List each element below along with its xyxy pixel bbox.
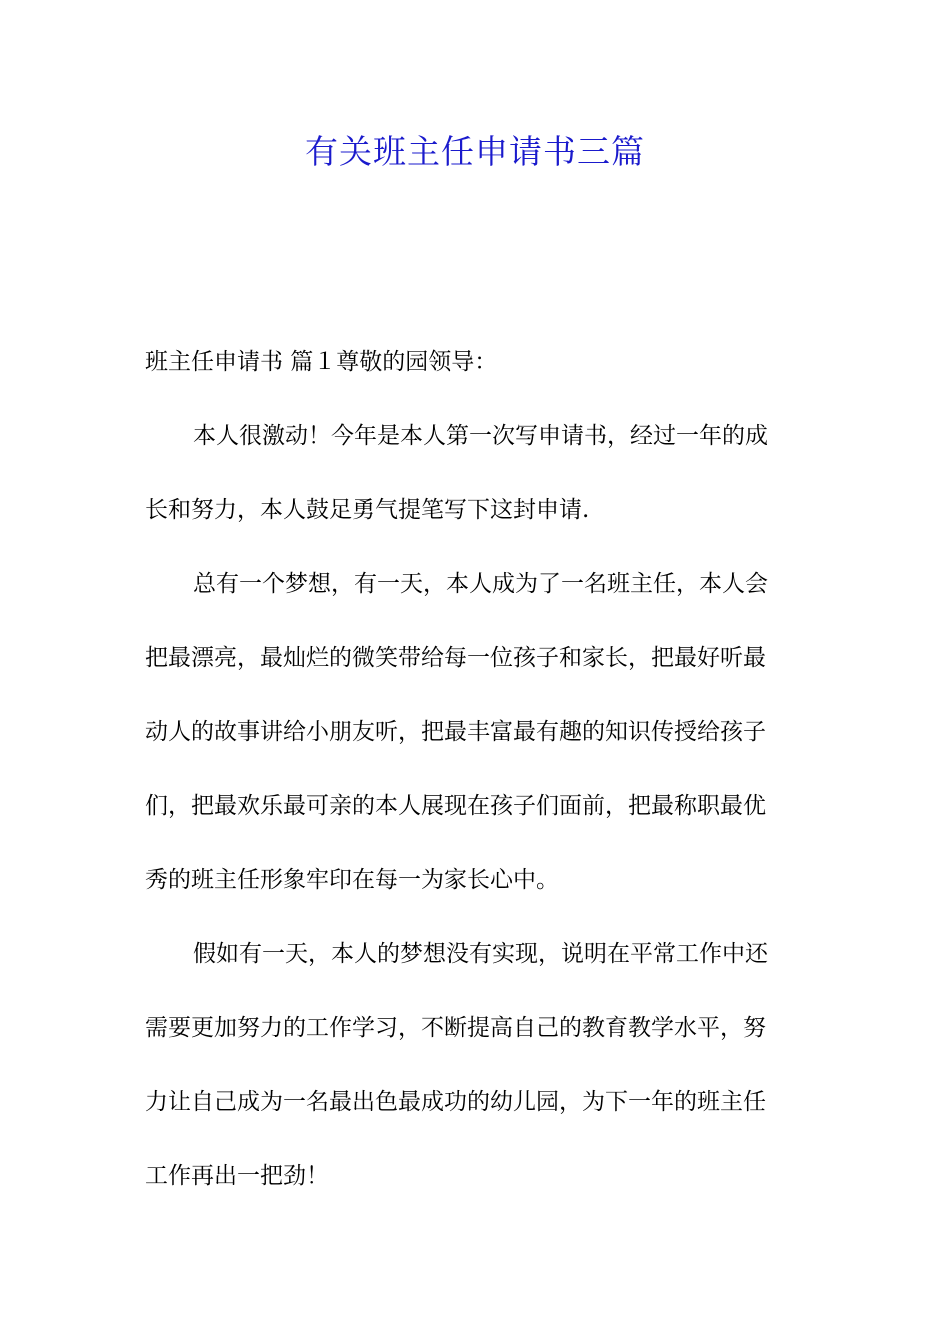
body-line: 假如有一天，本人的梦想没有实现，说明在平常工作中还 xyxy=(193,941,768,967)
document-body xyxy=(145,338,810,1226)
body-line: 动人的故事讲给小朋友听，把最丰富最有趣的知识传授给孩子 xyxy=(145,719,766,745)
body-line: 工作再出一把劲！ xyxy=(145,1163,329,1189)
body-line: 需要更加努力的工作学习，不断提高自己的教育教学水平，努 xyxy=(145,1015,766,1041)
body-line: 总有一个梦想，有一天，本人成为了一名班主任，本人会 xyxy=(193,571,768,597)
body-line: 把最漂亮，最灿烂的微笑带给每一位孩子和家长，把最好听最 xyxy=(145,645,766,671)
body-line: 班主任申请书 篇１尊敬的园领导： xyxy=(145,349,498,375)
body-line: 们，把最欢乐最可亲的本人展现在孩子们面前，把最称职最优 xyxy=(145,793,766,819)
body-line: 本人很激动！今年是本人第一次写申请书，经过一年的成 xyxy=(193,423,768,449)
body-line: 力让自己成为一名最出色最成功的幼儿园，为下一年的班主任 xyxy=(145,1089,766,1115)
document-title: 有关班主任申请书三篇 xyxy=(305,132,645,171)
body-line: 长和努力，本人鼓足勇气提笔写下这封申请. xyxy=(145,497,590,523)
body-line: 秀的班主任形象牢印在每一为家长心中。 xyxy=(145,867,559,893)
